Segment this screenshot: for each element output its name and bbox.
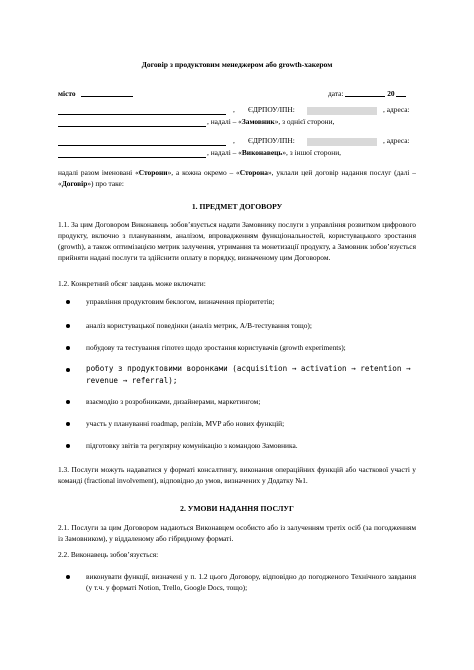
contractor-address-field[interactable] (58, 149, 206, 158)
clause-2-2: 2.2. Виконавець зобов’язується: (58, 550, 159, 559)
customer-name-field[interactable] (58, 106, 226, 115)
bullet-icon (66, 324, 70, 328)
place-field[interactable] (81, 88, 133, 97)
customer-code-field[interactable] (307, 107, 377, 115)
clause-1-2: 1.2. Конкретний обсяг завдань може включати: (58, 279, 206, 288)
task-item: роботу з продуктовими воронками (acquisition → activation → retention → revenue → referral); (86, 364, 411, 385)
contractor-address-label: адреса: (386, 136, 410, 145)
bullet-icon (66, 422, 70, 426)
task-item: підготовку звітів та регулярну комунікацію з командою Замовника. (86, 441, 298, 450)
bullet-icon (66, 300, 70, 304)
task-item: аналіз користувацької поведінки (аналіз метрик, A/B-тестування тощо); (86, 321, 312, 330)
contractor-role-text: , надалі – «Виконавець», з іншої сторони, (207, 148, 342, 157)
clause-2-1: 2.1. Послуги за цим Договором надаються Виконавцем особисто або із залученням третіх осіб (за погодженням із Замовником), у віддаленому або гібридному форматі. (58, 523, 416, 543)
contractor-code-label: ЄДРПОУ/ІПН: (248, 136, 295, 145)
duty-item: виконувати функції, визначені у п. 1.2 цього Договору, відповідно до погодженого Технічного завдання (у т.ч. у форматі Notion, Trello, Google Docs, тощо); (86, 572, 416, 592)
section-1-title: 1. ПРЕДМЕТ ДОГОВОРУ (191, 202, 283, 211)
section-2-title: 2. УМОВИ НАДАННЯ ПОСЛУГ (180, 504, 294, 513)
customer-address-label: адреса: (386, 105, 410, 114)
party-customer: , ЄДРПОУ/ІПН: , адреса: , надалі – «Замовник», з однієї сторони, (58, 106, 418, 130)
contractor-code-field[interactable] (307, 138, 377, 146)
date-field[interactable] (345, 88, 385, 97)
contractor-name-field[interactable] (58, 137, 226, 146)
task-item: управління продуктовим беклогом, визначення пріоритетів; (86, 297, 275, 306)
bullet-icon (66, 444, 70, 448)
document-title: Договір з продуктовим менеджером або growth-хакером (141, 60, 333, 69)
task-item: взаємодію з розробниками, дизайнерами, маркетингом; (86, 397, 261, 406)
customer-role-text: , надалі – «Замовник», з однієї сторони, (207, 117, 335, 126)
clause-1-3: 1.3. Послуги можуть надаватися у форматі консалтингу, виконання операційних функцій або часткової участі у команді (fractional involvement), відповідно до умов, визначених у Додатку №1. (58, 465, 416, 485)
year-field[interactable] (396, 88, 406, 97)
task-item: побудову та тестування гіпотез щодо зростання користувачів (growth experiments); (86, 343, 346, 352)
customer-code-label: ЄДРПОУ/ІПН: (248, 105, 295, 114)
customer-address-field[interactable] (58, 118, 206, 127)
bullet-icon (66, 575, 70, 579)
intro-paragraph: надалі разом іменовані «Сторони», а кожна окремо – «Сторона», уклали цей договір надання послуг (далі – «Договір») про таке: (58, 168, 416, 188)
task-item: участь у плануванні roadmap, релізів, MVP або нових функцій; (86, 419, 285, 428)
bullet-icon (66, 346, 70, 350)
place-date-row: місто дата: 20 (58, 88, 418, 99)
clause-1-1: 1.1. За цим Договором Виконавець зобов’язується надати Замовнику послуги з управління розвитком цифрового продукту, включно з плануванням, аналізом, впровадженням функціональностей, користувацького зростання (growth), а також оптимізацією метрик залучення, утримання та монетизації продукту, а Замовник зобов’язується прийняти надані послуги та здійснити оплату в порядку, визначеному цим Договором. (58, 220, 416, 262)
year-prefix: 20 (387, 89, 395, 98)
bullet-icon (66, 400, 70, 404)
bullet-icon (66, 368, 70, 372)
place-label: місто (58, 89, 76, 98)
party-contractor: , ЄДРПОУ/ІПН: , адреса: , надалі – «Виконавець», з іншої сторони, (58, 137, 418, 161)
date-label: дата (328, 89, 342, 98)
